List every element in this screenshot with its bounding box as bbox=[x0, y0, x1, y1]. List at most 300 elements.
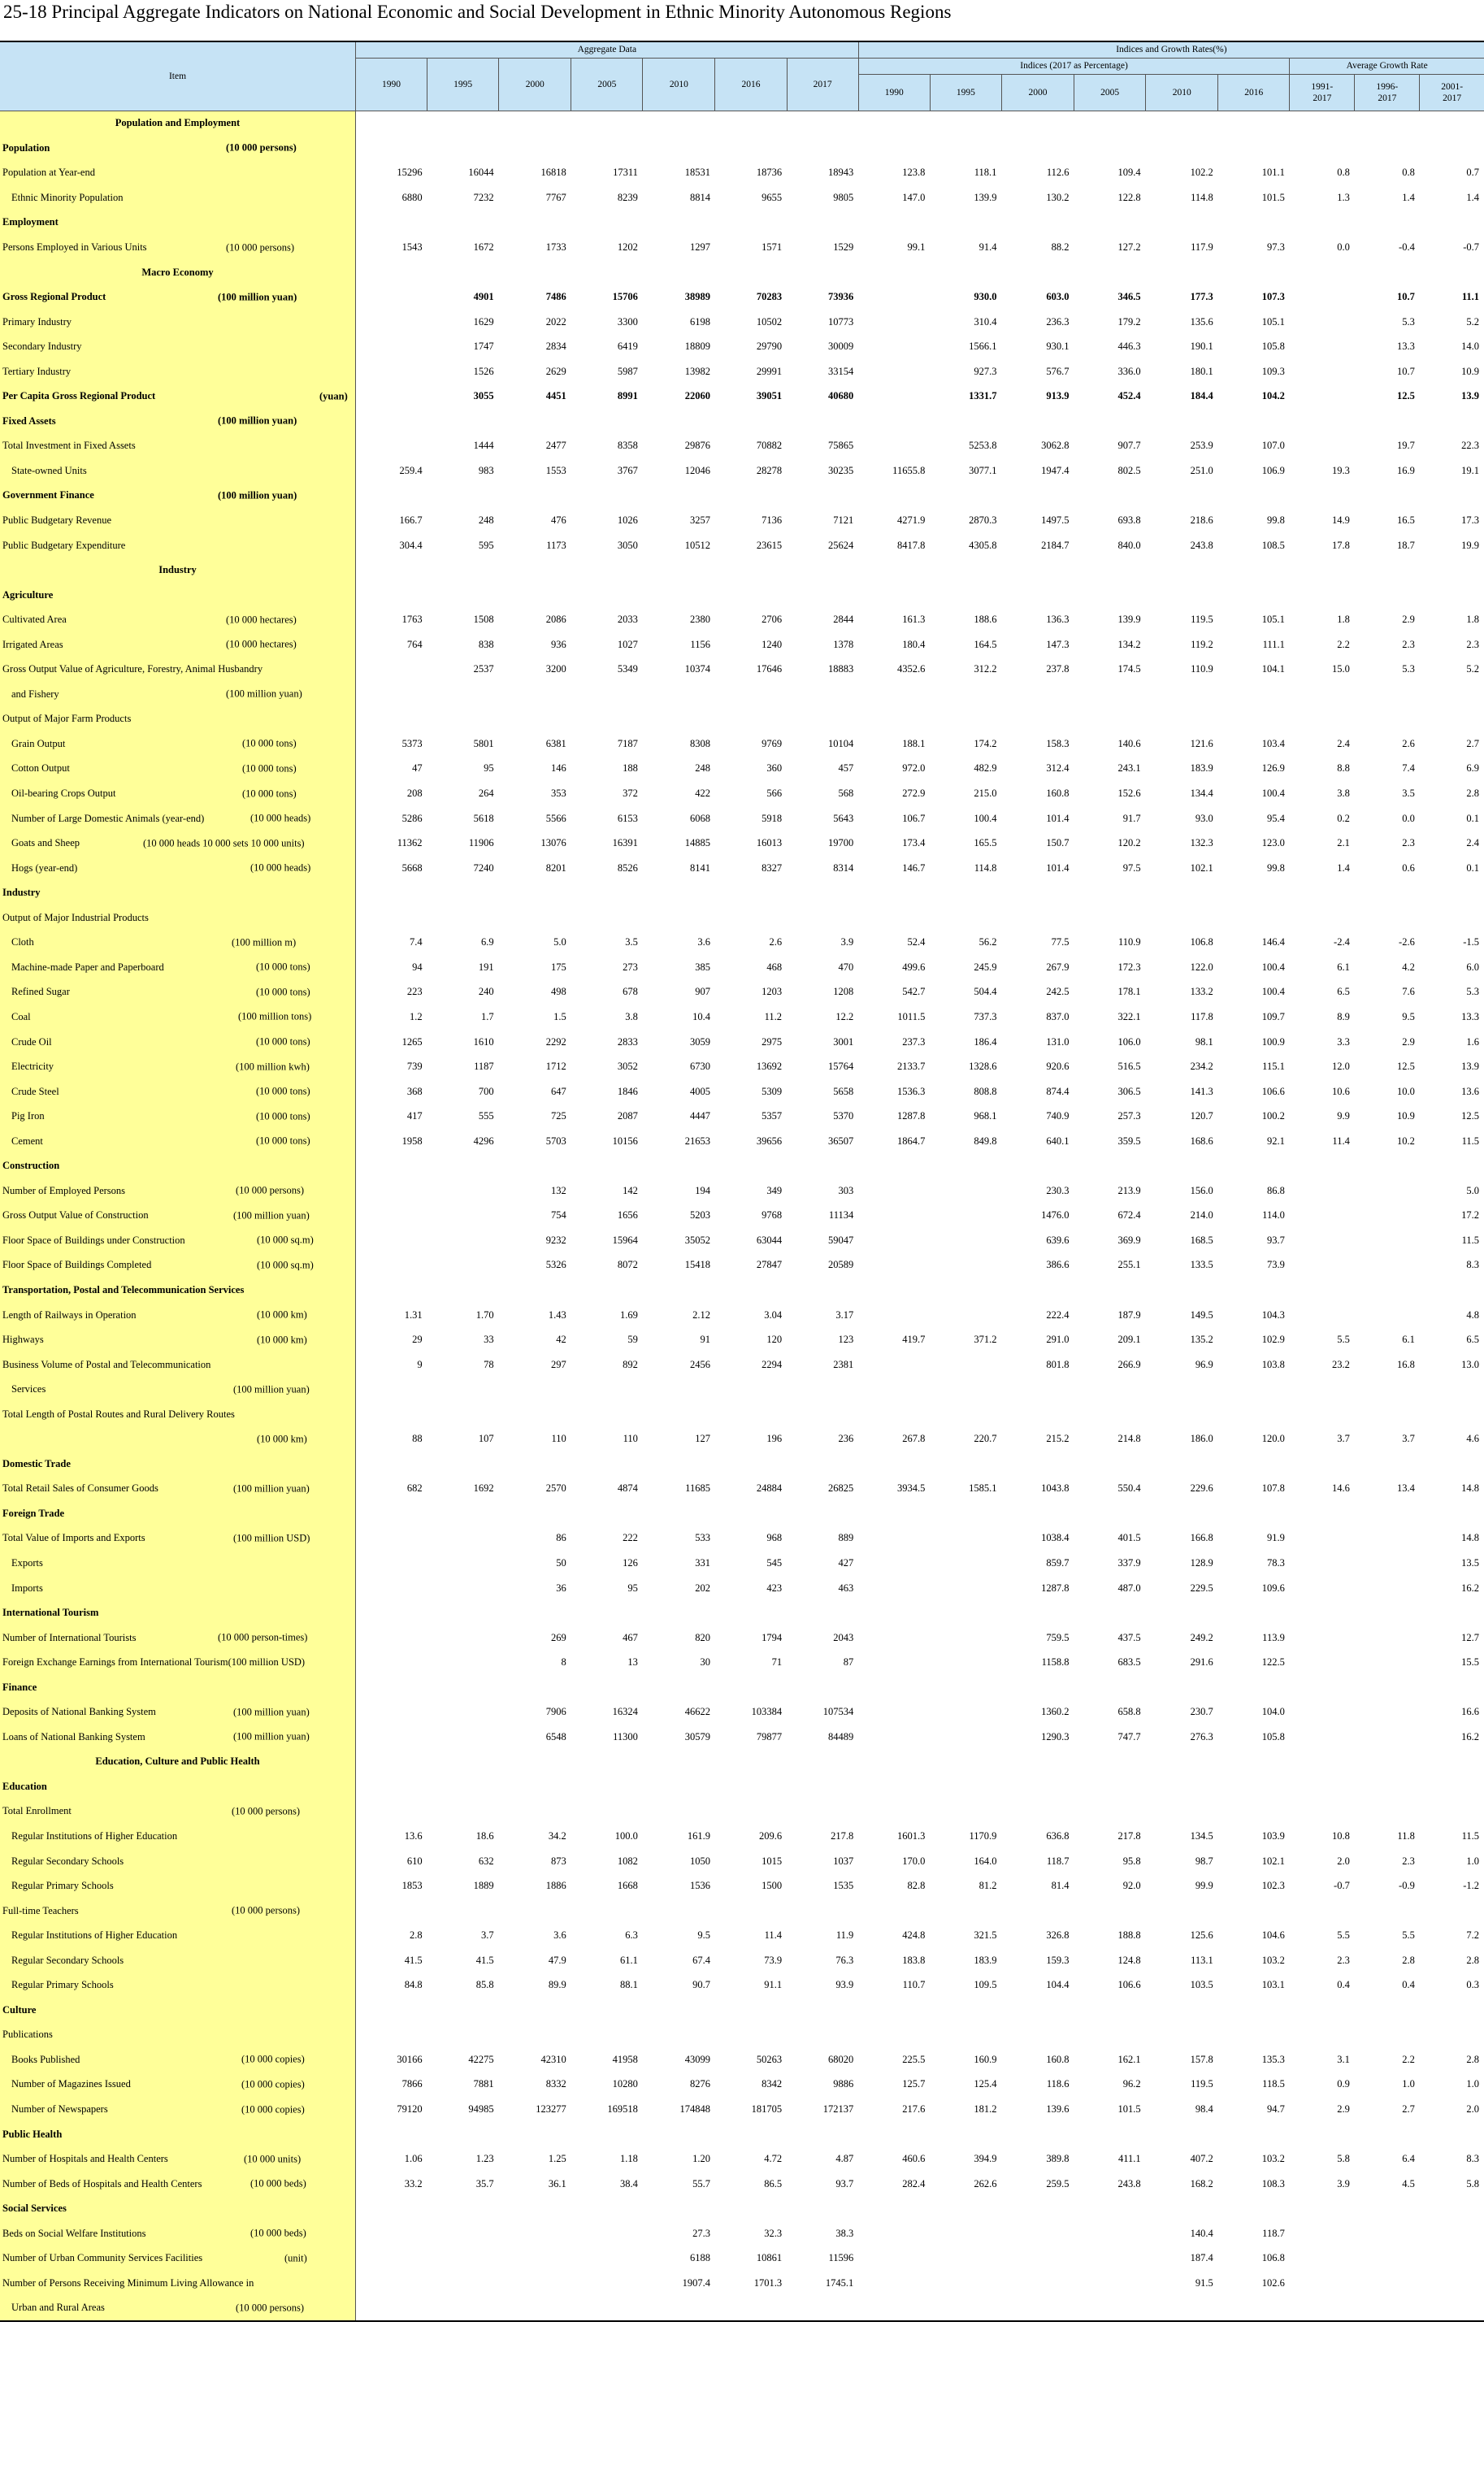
value-cell bbox=[930, 1576, 1001, 1601]
value-cell: 2.3 bbox=[1402, 837, 1415, 849]
value-cell bbox=[427, 1774, 499, 1799]
value-cell: 264 bbox=[478, 788, 494, 800]
value-cell: 119.5 bbox=[1191, 2078, 1213, 2090]
value-cell: 13076 bbox=[540, 837, 566, 849]
value-cell: 92.1 bbox=[1266, 1135, 1285, 1147]
value-cell: 25624 bbox=[828, 539, 854, 551]
value-cell bbox=[858, 1178, 930, 1204]
value-cell: 1864.7 bbox=[896, 1135, 926, 1147]
growth-period-header: 1991- 2017 bbox=[1290, 74, 1355, 111]
item-cell bbox=[0, 980, 355, 1005]
value-cell bbox=[1146, 1402, 1218, 1427]
table-row bbox=[0, 2146, 1484, 2172]
value-cell: 683.5 bbox=[1117, 1656, 1141, 1669]
value-cell bbox=[715, 1998, 787, 2023]
value-cell: 2.7 bbox=[1466, 737, 1479, 749]
agg-year-header: 1990 bbox=[355, 58, 427, 111]
category-row bbox=[0, 1278, 1484, 1303]
value-cell bbox=[1290, 1576, 1355, 1601]
item-unit: (10 000 persons) bbox=[226, 241, 295, 253]
value-cell bbox=[1355, 2246, 1420, 2272]
value-cell: 100.4 bbox=[974, 812, 997, 824]
value-cell bbox=[355, 1204, 427, 1229]
value-cell bbox=[1146, 1899, 1218, 1924]
value-cell: 1947.4 bbox=[1041, 464, 1070, 476]
value-cell: 3001 bbox=[833, 1035, 854, 1048]
value-cell: 3.7 bbox=[481, 1929, 494, 1942]
item-label: Business Volume of Postal and Telecommunication bbox=[2, 1358, 211, 1370]
value-cell: 132.3 bbox=[1190, 837, 1213, 849]
value-cell: 11134 bbox=[828, 1209, 854, 1222]
value-cell bbox=[1001, 1750, 1074, 1775]
value-cell bbox=[355, 409, 427, 434]
value-cell: 2381 bbox=[833, 1358, 854, 1370]
value-cell: 2.8 bbox=[409, 1929, 423, 1942]
value-cell bbox=[1146, 1774, 1218, 1799]
page-title: 25-18 Principal Aggregate Indicators on National Economic and Social Development in Ethnic Minority Autonomous Regions bbox=[3, 2, 952, 22]
table-row bbox=[0, 707, 1484, 732]
value-cell: 739 bbox=[406, 1061, 423, 1073]
value-cell bbox=[1290, 1750, 1355, 1775]
item-label: Education, Culture and Public Health bbox=[95, 1755, 260, 1768]
value-cell: 647 bbox=[551, 1085, 566, 1097]
value-cell bbox=[1420, 2271, 1484, 2296]
item-label: Total Length of Postal Routes and Rural Delivery Routes bbox=[2, 1408, 235, 1420]
value-cell bbox=[1001, 2246, 1074, 2272]
value-cell bbox=[930, 1700, 1001, 1725]
item-unit: (10 000 person-times) bbox=[218, 1631, 308, 1643]
item-cell bbox=[0, 1129, 355, 1154]
value-cell: 16.2 bbox=[1461, 1582, 1479, 1594]
item-label: Cotton Output bbox=[11, 762, 70, 775]
value-cell: 103.8 bbox=[1261, 1358, 1285, 1370]
value-cell bbox=[1001, 583, 1074, 608]
value-cell: 907 bbox=[695, 986, 710, 998]
item-unit: (10 000 beds) bbox=[250, 2227, 306, 2239]
value-cell: 172.3 bbox=[1117, 961, 1141, 973]
value-cell bbox=[1290, 905, 1355, 931]
value-cell: 0.7 bbox=[1466, 167, 1479, 179]
value-cell bbox=[787, 2196, 858, 2221]
value-cell: 114.8 bbox=[974, 861, 997, 874]
item-label: Construction bbox=[2, 1160, 60, 1172]
value-cell bbox=[858, 1750, 930, 1775]
item-label: Number of Employed Persons bbox=[2, 1184, 126, 1196]
value-cell bbox=[1290, 583, 1355, 608]
value-cell bbox=[355, 1402, 427, 1427]
value-cell: 28278 bbox=[756, 464, 783, 476]
item-label: Oil-bearing Crops Output bbox=[11, 788, 116, 800]
idx-year-header: 1995 bbox=[930, 74, 1001, 111]
table-row bbox=[0, 607, 1484, 632]
value-cell bbox=[1420, 1600, 1484, 1625]
table-row bbox=[0, 682, 1484, 707]
value-cell bbox=[1146, 136, 1218, 161]
value-cell bbox=[1074, 136, 1146, 161]
value-cell: 122.5 bbox=[1261, 1656, 1285, 1669]
value-cell bbox=[1420, 2296, 1484, 2322]
value-cell bbox=[1218, 682, 1290, 707]
value-cell bbox=[930, 260, 1001, 285]
value-cell: 61.1 bbox=[619, 1954, 638, 1966]
value-cell: 672.4 bbox=[1117, 1209, 1141, 1222]
value-cell: 1240 bbox=[762, 638, 783, 650]
value-cell: 5918 bbox=[762, 812, 783, 824]
value-cell bbox=[643, 2023, 715, 2048]
value-cell: 127.2 bbox=[1117, 241, 1141, 253]
item-unit: (100 million m) bbox=[232, 936, 297, 948]
value-cell: 106.9 bbox=[1261, 464, 1285, 476]
value-cell: 174848 bbox=[679, 2103, 710, 2116]
value-cell: 5.5 bbox=[1402, 1929, 1415, 1942]
value-cell: 12.5 bbox=[1461, 1110, 1479, 1122]
value-cell: 118.7 bbox=[1262, 2227, 1285, 2239]
value-cell bbox=[355, 2122, 427, 2147]
value-cell: 7486 bbox=[545, 291, 566, 303]
value-cell: 71 bbox=[771, 1656, 783, 1669]
value-cell: 237.8 bbox=[1046, 663, 1070, 675]
value-cell: 103.1 bbox=[1261, 1979, 1285, 1991]
value-cell bbox=[427, 1228, 499, 1253]
table-row bbox=[0, 1402, 1484, 1427]
value-cell bbox=[858, 1551, 930, 1576]
item-cell bbox=[0, 1948, 355, 1973]
value-cell bbox=[571, 583, 643, 608]
value-cell: 243.8 bbox=[1190, 539, 1213, 551]
item-unit: (100 million yuan) bbox=[218, 489, 297, 501]
value-cell: 84489 bbox=[828, 1730, 854, 1742]
value-cell bbox=[1146, 1452, 1218, 1477]
value-cell bbox=[427, 1278, 499, 1303]
value-cell: 16.5 bbox=[1396, 514, 1415, 527]
growth-period-header: 2001- 2017 bbox=[1420, 74, 1484, 111]
value-cell: 5801 bbox=[473, 737, 494, 749]
value-cell bbox=[1420, 1452, 1484, 1477]
value-cell: 242.5 bbox=[1046, 986, 1070, 998]
value-cell: 1187 bbox=[474, 1061, 494, 1073]
section-row bbox=[0, 260, 1484, 285]
value-cell bbox=[1218, 1750, 1290, 1775]
item-cell bbox=[0, 682, 355, 707]
value-cell bbox=[1420, 1153, 1484, 1178]
growth-period-header: 1996- 2017 bbox=[1355, 74, 1420, 111]
value-cell: 85.8 bbox=[475, 1979, 494, 1991]
value-cell: 166.7 bbox=[399, 514, 423, 527]
value-cell bbox=[571, 1402, 643, 1427]
value-cell bbox=[1218, 1998, 1290, 2023]
value-cell: 2292 bbox=[545, 1035, 566, 1048]
value-cell: 114.8 bbox=[1191, 191, 1213, 203]
value-cell: 1476.0 bbox=[1041, 1209, 1070, 1222]
value-cell: 2456 bbox=[689, 1358, 710, 1370]
value-cell: 8327 bbox=[762, 861, 783, 874]
value-cell bbox=[643, 1377, 715, 1402]
value-cell bbox=[427, 682, 499, 707]
value-cell: 222.4 bbox=[1046, 1308, 1070, 1321]
item-cell bbox=[0, 2172, 355, 2197]
value-cell bbox=[1218, 905, 1290, 931]
value-cell bbox=[355, 905, 427, 931]
value-cell bbox=[427, 707, 499, 732]
value-cell: 7232 bbox=[473, 191, 494, 203]
item-label: Grain Output bbox=[11, 737, 66, 749]
value-cell: 217.8 bbox=[1117, 1830, 1141, 1842]
value-cell bbox=[427, 1650, 499, 1675]
value-cell: 119.5 bbox=[1191, 614, 1213, 626]
item-cell bbox=[0, 111, 355, 136]
value-cell: 2.2 bbox=[1337, 638, 1350, 650]
value-cell: 1529 bbox=[833, 241, 854, 253]
value-cell bbox=[930, 2221, 1001, 2246]
value-cell: 10773 bbox=[828, 315, 854, 328]
value-cell: 2834 bbox=[545, 341, 566, 353]
item-cell bbox=[0, 1973, 355, 1998]
value-cell bbox=[787, 682, 858, 707]
value-cell: 100.4 bbox=[1261, 788, 1285, 800]
value-cell: 27847 bbox=[756, 1259, 783, 1271]
value-cell: 117.9 bbox=[1191, 241, 1213, 253]
value-cell bbox=[355, 1501, 427, 1526]
item-label: Regular Secondary Schools bbox=[11, 1855, 124, 1867]
value-cell: 118.5 bbox=[1262, 2078, 1285, 2090]
value-cell: 81.4 bbox=[1051, 1880, 1070, 1892]
value-cell: 13.9 bbox=[1461, 390, 1479, 402]
table-row bbox=[0, 781, 1484, 806]
item-label: Total Value of Imports and Exports bbox=[2, 1532, 145, 1544]
value-cell bbox=[355, 1750, 427, 1775]
value-cell: 15418 bbox=[684, 1259, 710, 1271]
value-cell: 291.6 bbox=[1190, 1656, 1213, 1669]
value-cell: 169518 bbox=[607, 2103, 638, 2116]
value-cell: 1535 bbox=[833, 1880, 854, 1892]
value-cell: 1011.5 bbox=[897, 1010, 926, 1022]
value-cell bbox=[1074, 707, 1146, 732]
value-cell: 91 bbox=[700, 1334, 710, 1346]
value-cell: 187.9 bbox=[1117, 1308, 1141, 1321]
value-cell: 78 bbox=[484, 1358, 494, 1370]
value-cell bbox=[858, 1228, 930, 1253]
value-cell: 9886 bbox=[833, 2078, 854, 2090]
value-cell: 1297 bbox=[689, 241, 710, 253]
value-cell: 1208 bbox=[833, 986, 854, 998]
item-cell bbox=[0, 1204, 355, 1229]
value-cell bbox=[787, 484, 858, 509]
value-cell: 91.1 bbox=[764, 1979, 783, 1991]
value-cell bbox=[1355, 905, 1420, 931]
value-cell bbox=[355, 1650, 427, 1675]
item-cell bbox=[0, 533, 355, 558]
value-cell: 1536.3 bbox=[896, 1085, 926, 1097]
value-cell bbox=[930, 1452, 1001, 1477]
value-cell: 125.7 bbox=[902, 2078, 926, 2090]
value-cell bbox=[499, 2196, 571, 2221]
value-cell bbox=[427, 1725, 499, 1750]
value-cell bbox=[1290, 111, 1355, 136]
item-unit: (100 million yuan) bbox=[226, 688, 302, 700]
value-cell bbox=[1420, 1501, 1484, 1526]
table-row bbox=[0, 831, 1484, 856]
value-cell: 13.6 bbox=[404, 1830, 423, 1842]
value-cell bbox=[787, 583, 858, 608]
value-cell: 5566 bbox=[545, 812, 566, 824]
item-cell bbox=[0, 2146, 355, 2172]
value-cell: 859.7 bbox=[1046, 1556, 1070, 1569]
value-cell bbox=[858, 1303, 930, 1328]
value-cell bbox=[1420, 583, 1484, 608]
value-cell bbox=[499, 210, 571, 236]
value-cell: 19.9 bbox=[1461, 539, 1479, 551]
value-cell bbox=[787, 1774, 858, 1799]
value-cell bbox=[1290, 1501, 1355, 1526]
value-cell: 3200 bbox=[545, 663, 566, 675]
value-cell bbox=[1146, 2196, 1218, 2221]
value-cell bbox=[355, 1799, 427, 1825]
value-cell bbox=[1218, 409, 1290, 434]
value-cell bbox=[787, 1799, 858, 1825]
value-cell: 11.8 bbox=[1397, 1830, 1415, 1842]
value-cell: 10502 bbox=[756, 315, 783, 328]
value-cell: 7240 bbox=[473, 861, 494, 874]
value-cell: 7187 bbox=[617, 737, 638, 749]
value-cell: -0.4 bbox=[1399, 241, 1415, 253]
value-cell: 5203 bbox=[689, 1209, 710, 1222]
value-cell: 229.5 bbox=[1190, 1582, 1213, 1594]
value-cell: 8417.8 bbox=[896, 539, 926, 551]
value-cell bbox=[1146, 1600, 1218, 1625]
value-cell bbox=[427, 1799, 499, 1825]
category-row bbox=[0, 2196, 1484, 2221]
item-unit: (100 million USD) bbox=[233, 1532, 310, 1544]
item-unit: (unit) bbox=[284, 2252, 307, 2264]
item-label: Floor Space of Buildings under Construction bbox=[2, 1234, 185, 1246]
item-cell bbox=[0, 1228, 355, 1253]
value-cell bbox=[571, 260, 643, 285]
item-cell bbox=[0, 1551, 355, 1576]
value-cell bbox=[1355, 1700, 1420, 1725]
item-label: Domestic Trade bbox=[2, 1457, 71, 1469]
value-cell: 968.1 bbox=[974, 1110, 997, 1122]
value-cell: 2477 bbox=[545, 440, 566, 452]
item-cell bbox=[0, 484, 355, 509]
item-unit: (10 000 persons) bbox=[232, 1805, 301, 1817]
value-cell: 93.9 bbox=[835, 1979, 854, 1991]
value-cell bbox=[930, 1625, 1001, 1651]
value-cell bbox=[355, 1551, 427, 1576]
value-cell: 209.1 bbox=[1117, 1334, 1141, 1346]
value-cell: 35052 bbox=[684, 1234, 710, 1246]
value-cell: 7906 bbox=[545, 1706, 566, 1718]
value-cell: 1015 bbox=[762, 1855, 783, 1867]
value-cell: 188 bbox=[623, 762, 638, 775]
value-cell bbox=[1001, 1153, 1074, 1178]
value-cell: 139.9 bbox=[1117, 614, 1141, 626]
value-cell bbox=[427, 111, 499, 136]
value-cell: 568 bbox=[838, 788, 854, 800]
value-cell: 1.2 bbox=[409, 1010, 423, 1022]
value-cell: 91.4 bbox=[978, 241, 997, 253]
value-cell bbox=[1290, 1551, 1355, 1576]
value-cell: 460.6 bbox=[902, 2153, 926, 2165]
value-cell bbox=[858, 1153, 930, 1178]
value-cell: 353 bbox=[551, 788, 566, 800]
value-cell: 158.3 bbox=[1046, 737, 1070, 749]
value-cell bbox=[930, 1998, 1001, 2023]
item-label: Education bbox=[2, 1780, 47, 1792]
value-cell bbox=[427, 880, 499, 905]
value-cell: 106.8 bbox=[1190, 936, 1213, 948]
value-cell: 16.9 bbox=[1396, 464, 1415, 476]
value-cell bbox=[643, 2122, 715, 2147]
value-cell bbox=[787, 1452, 858, 1477]
value-cell: 100.0 bbox=[614, 1830, 638, 1842]
value-cell bbox=[858, 2196, 930, 2221]
value-cell: 12.2 bbox=[835, 1010, 854, 1022]
value-cell bbox=[858, 707, 930, 732]
value-cell: 104.6 bbox=[1261, 1929, 1285, 1942]
value-cell bbox=[1218, 1501, 1290, 1526]
value-cell: 2.4 bbox=[1337, 737, 1350, 749]
value-cell bbox=[1355, 1576, 1420, 1601]
value-cell bbox=[355, 682, 427, 707]
value-cell: 1.6 bbox=[1466, 1035, 1479, 1048]
value-cell bbox=[355, 1153, 427, 1178]
value-cell: 542.7 bbox=[902, 986, 926, 998]
value-cell: 360 bbox=[766, 762, 783, 775]
value-cell bbox=[858, 111, 930, 136]
value-cell bbox=[355, 210, 427, 236]
value-cell: 162.1 bbox=[1117, 2053, 1141, 2065]
value-cell bbox=[643, 1402, 715, 1427]
value-cell: 1585.1 bbox=[969, 1482, 997, 1495]
item-label: Number of Beds of Hospitals and Health Centers bbox=[2, 2177, 202, 2189]
value-cell bbox=[1355, 409, 1420, 434]
value-cell: 0.4 bbox=[1402, 1979, 1415, 1991]
value-cell: 1.25 bbox=[548, 2153, 566, 2165]
value-cell: 38.4 bbox=[619, 2177, 638, 2189]
agg-year-header: 2010 bbox=[643, 58, 715, 111]
value-cell: 191 bbox=[478, 961, 494, 973]
item-cell bbox=[0, 1774, 355, 1799]
value-cell bbox=[1218, 1600, 1290, 1625]
item-label: Number of Hospitals and Health Centers bbox=[2, 2153, 168, 2165]
value-cell: 103384 bbox=[751, 1706, 783, 1718]
value-cell bbox=[643, 2196, 715, 2221]
value-cell bbox=[355, 359, 427, 384]
value-cell bbox=[930, 1799, 1001, 1825]
value-cell bbox=[1355, 1278, 1420, 1303]
value-cell: 100.2 bbox=[1261, 1110, 1285, 1122]
value-cell bbox=[1355, 1402, 1420, 1427]
item-cell bbox=[0, 1426, 355, 1452]
value-cell bbox=[643, 1799, 715, 1825]
value-cell bbox=[1074, 1774, 1146, 1799]
value-cell: 240 bbox=[478, 986, 494, 998]
value-cell: 180.4 bbox=[902, 638, 926, 650]
value-cell: 30579 bbox=[684, 1730, 710, 1742]
item-cell bbox=[0, 731, 355, 757]
value-cell bbox=[1290, 1799, 1355, 1825]
value-cell bbox=[787, 558, 858, 583]
value-cell: 6.9 bbox=[1466, 762, 1479, 775]
value-cell: 98.1 bbox=[1195, 1035, 1213, 1048]
value-cell: 272.9 bbox=[902, 788, 926, 800]
value-cell: 190.1 bbox=[1190, 341, 1213, 353]
table-row bbox=[0, 1625, 1484, 1651]
value-cell: 6381 bbox=[545, 737, 566, 749]
value-cell bbox=[1420, 2246, 1484, 2272]
value-cell: 8342 bbox=[762, 2078, 783, 2090]
value-cell bbox=[499, 136, 571, 161]
